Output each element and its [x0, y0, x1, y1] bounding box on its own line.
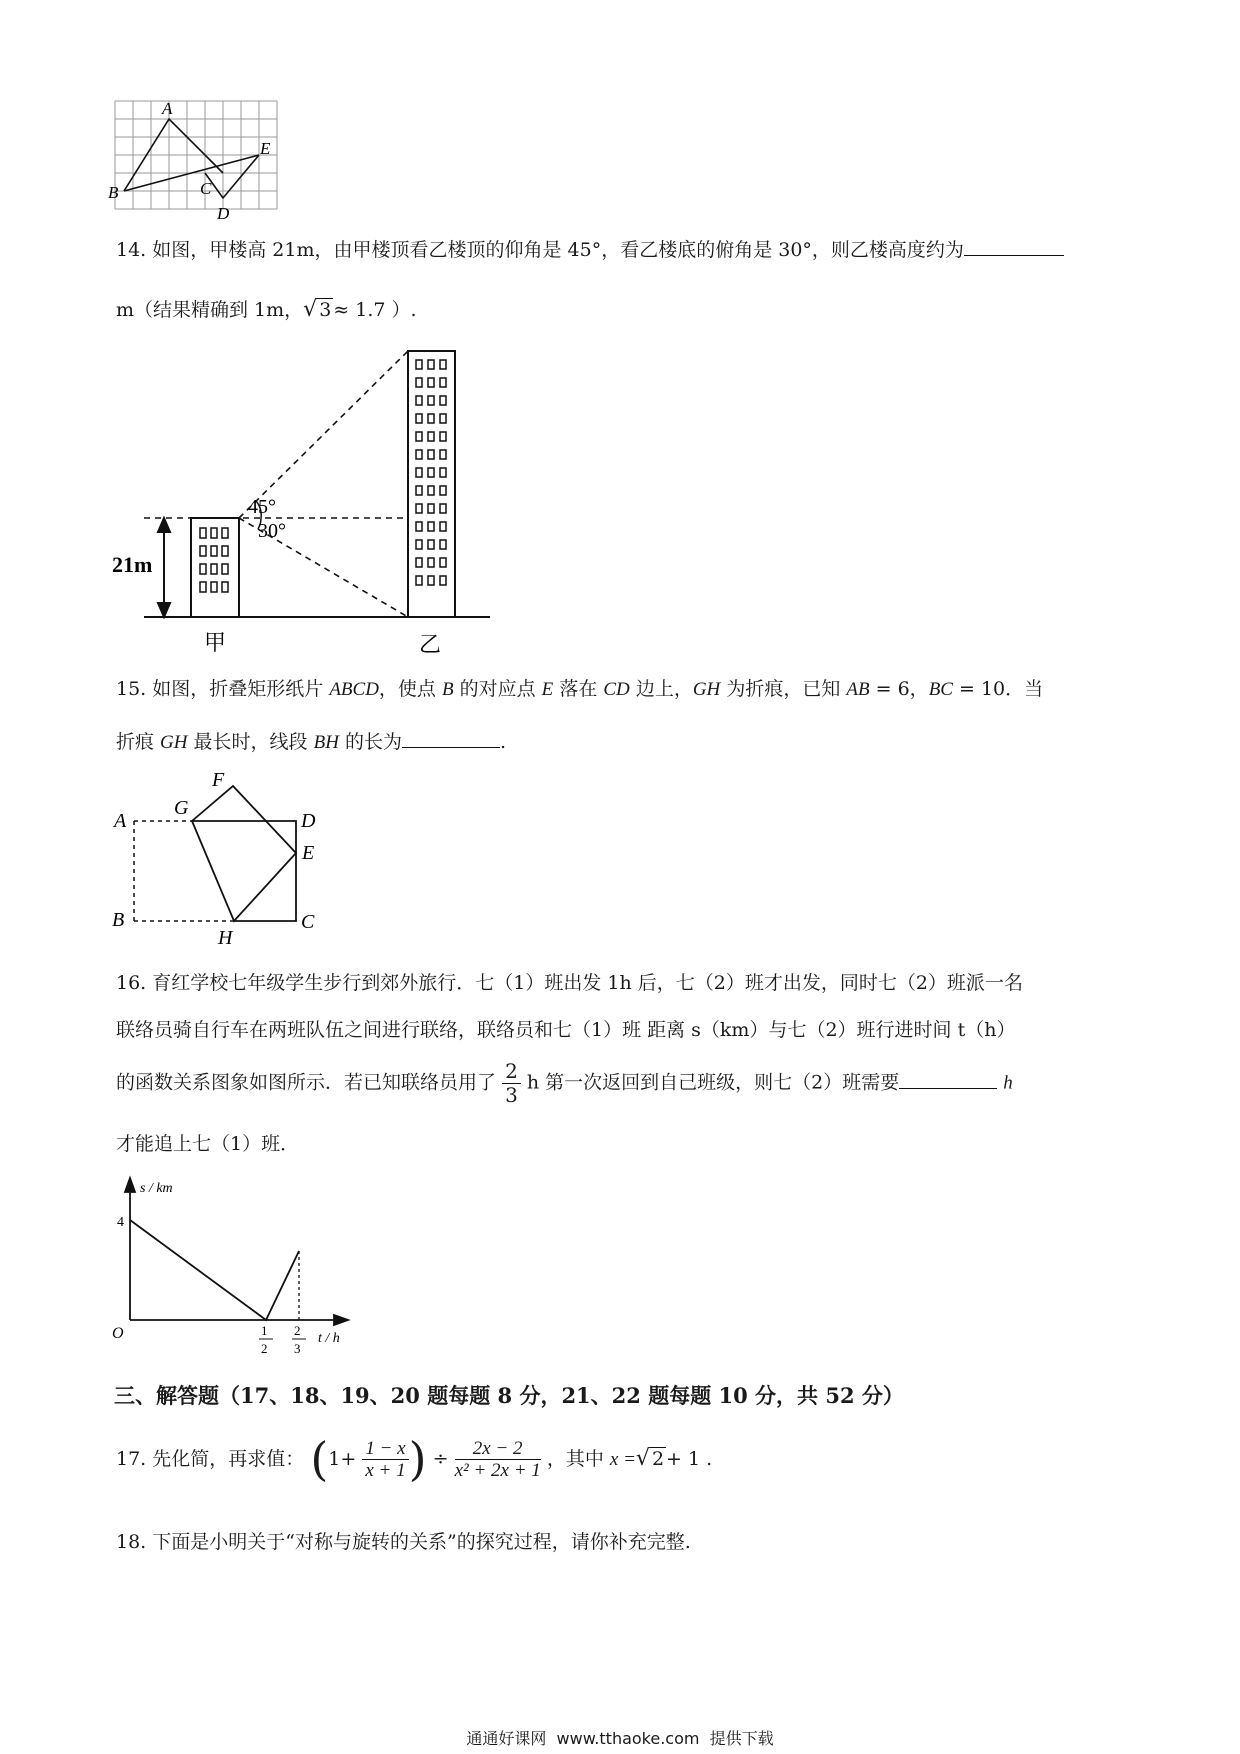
q15-folded-gfeh	[192, 786, 296, 921]
q15-line2	[116, 730, 506, 756]
q16-number: 16.	[116, 972, 147, 994]
q17-frac2-num: 2x − 2	[455, 1438, 541, 1461]
q14-sqrt-value: 3	[319, 299, 332, 321]
q14-height-arrow	[158, 518, 170, 617]
q16-unit-h: h	[1003, 1072, 1013, 1094]
q15-number: 15.	[116, 678, 147, 700]
q14-text-line2-a: m（结果精确到 1m，	[116, 299, 304, 321]
q16-frac-den: 3	[505, 1083, 518, 1107]
q14-building1-label: 甲	[204, 631, 227, 656]
q15-fold-figure	[110, 768, 340, 948]
q16-x-tick-half-den: 2	[261, 1341, 268, 1356]
q15-text-7: = 6，	[869, 678, 929, 700]
q13-label-e: E	[260, 139, 271, 158]
q15-text-line2-a: 折痕	[116, 731, 161, 753]
q18-text: 下面是小明关于“对称与旋转的关系”的探究过程，请你补充完整.	[152, 1531, 691, 1553]
q16-line2	[116, 1018, 1015, 1043]
q15-e: E	[541, 679, 554, 700]
q15-label-b: B	[112, 909, 125, 931]
q17-one-plus: 1+	[328, 1447, 357, 1470]
q13-label-b: B	[108, 183, 119, 202]
q15-text-3: 的对应点	[453, 678, 542, 700]
q17-line	[116, 1430, 712, 1490]
q16-line3	[116, 1060, 1013, 1107]
q15-cd: CD	[603, 679, 630, 700]
q15-label-e: E	[302, 842, 315, 864]
q16-x-tick-twothirds-den: 3	[294, 1341, 301, 1356]
q15-bc: BC	[928, 679, 953, 700]
sqrt-sign: √	[635, 1445, 650, 1471]
q15-text-1: 如图，折叠矩形纸片	[152, 678, 330, 700]
q17-text: 先化简，再求值：	[152, 1447, 305, 1470]
q15-abcd: ABCD	[329, 679, 379, 700]
q13-label-a: A	[162, 99, 173, 118]
q15-text-5: 边上，	[629, 678, 693, 700]
q17-frac1-den: x + 1	[365, 1460, 406, 1482]
q15-bh: BH	[313, 732, 339, 753]
q16-x-axis-label: t / h	[318, 1331, 340, 1346]
q15-label-h: H	[218, 927, 233, 949]
q15-answer-blank[interactable]	[402, 746, 500, 748]
q14-line1	[116, 238, 1064, 263]
q18-line	[116, 1530, 691, 1555]
q17-number: 17.	[116, 1447, 147, 1470]
q17-divide: ÷	[432, 1447, 449, 1470]
q15-period: .	[499, 731, 507, 753]
q17-sqrt-value: 2	[651, 1447, 665, 1470]
q16-y-tick-4: 4	[117, 1215, 124, 1230]
q15-gh: GH	[692, 679, 721, 700]
page-footer: 通通好课网 www.tthaoke.com 提供下载	[466, 1729, 774, 1748]
q16-line1	[116, 971, 1023, 996]
q14-buildings-figure	[112, 340, 502, 660]
q16-text-line1: 育红学校七年级学生步行到郊外旅行．七（1）班出发 1h 后，七（2）班才出发，同时七（2）班派一名	[152, 972, 1023, 994]
q18-number: 18.	[116, 1531, 147, 1553]
q16-x-tick-twothirds-num: 2	[294, 1323, 301, 1338]
q16-line4	[116, 1132, 299, 1157]
q17-left-paren: (	[310, 1432, 329, 1486]
q16-graph-line	[130, 1220, 299, 1320]
q16-x-tick-two-thirds	[292, 1323, 306, 1356]
q14-building2-label: 乙	[419, 633, 442, 658]
q16-text-line3-b: h 第一次返回到自己班级，则七（2）班需要	[526, 1071, 900, 1094]
sqrt-sign: √	[303, 297, 318, 322]
q16-text-line4: 才能追上七（1）班．	[116, 1133, 300, 1155]
q17-where: ，其中	[546, 1447, 604, 1470]
q15-text-line2-e: 的长为	[338, 731, 402, 753]
q13-label-c: C	[200, 179, 212, 198]
q17-frac1-num: 1 − x	[362, 1438, 408, 1461]
q15-line1	[116, 677, 1043, 703]
q17-plus-one: + 1 .	[666, 1447, 713, 1470]
q15-label-a: A	[114, 810, 127, 832]
q14-building-yi-windows	[416, 360, 446, 585]
q15-gh-2: GH	[160, 732, 188, 753]
q14-angle-45-label: 45°	[248, 496, 276, 518]
q15-label-d: D	[301, 810, 316, 832]
q15-text-6: 为折痕，已知	[720, 678, 847, 700]
q16-x-axis-arrow	[334, 1315, 348, 1325]
q14-line2	[116, 296, 417, 325]
q16-answer-blank[interactable]	[899, 1087, 997, 1089]
q14-height-label: 21m	[112, 552, 153, 577]
q16-origin-label: O	[112, 1325, 124, 1342]
q14-building-yi	[408, 351, 455, 617]
q16-text-line2: 联络员骑自行车在两班队伍之间进行联络，联络员和七（1）班 距离 s（km）与七（2）班行进时间 t（h）	[116, 1019, 1016, 1041]
q17-fraction-2	[455, 1438, 541, 1483]
q17-frac2-den: x² + 2x + 1	[454, 1460, 541, 1482]
q15-label-g: G	[174, 797, 189, 819]
q15-text-4: 落在	[553, 678, 604, 700]
q17-right-paren: )	[408, 1432, 427, 1486]
q16-x-tick-half-num: 1	[261, 1323, 268, 1338]
q14-building-jia-windows	[200, 528, 228, 592]
q15-b: B	[441, 679, 454, 700]
q16-y-axis-label: s / km	[140, 1181, 173, 1196]
section3-title: 三、解答题（17、18、19、20 题每题 8 分，21、22 题每题 10 分，共 52 分）	[114, 1383, 904, 1408]
q14-number: 14.	[116, 239, 147, 261]
q16-x-tick-half	[259, 1323, 273, 1356]
q16-fraction-two-thirds	[502, 1060, 521, 1107]
q14-answer-blank[interactable]	[964, 254, 1064, 256]
q13-label-d: D	[217, 204, 230, 223]
q13-grid-figure	[110, 98, 285, 223]
q17-fraction-1	[362, 1438, 408, 1483]
q16-frac-num: 2	[502, 1060, 521, 1084]
q14-text: 如图，甲楼高 21m，由甲楼顶看乙楼顶的仰角是 45°，看乙楼底的俯角是 30°，则乙楼高度约为	[152, 239, 964, 261]
q16-distance-time-graph	[110, 1172, 360, 1367]
q14-building-jia	[191, 518, 239, 617]
q15-ab: AB	[846, 679, 870, 700]
q16-y-axis-arrow	[125, 1178, 135, 1192]
q14-text-line2-c: ≈ 1.7 ）.	[333, 299, 417, 321]
q15-label-f: F	[212, 769, 225, 791]
q15-label-c: C	[301, 911, 315, 933]
q15-text-8: = 10．当	[952, 678, 1044, 700]
q17-x-eq: x =	[609, 1448, 636, 1470]
q15-text-2: ，使点	[378, 678, 442, 700]
q16-text-line3-a: 的函数关系图象如图所示．若已知联络员用了	[116, 1071, 497, 1094]
q15-text-line2-c: 最长时，线段	[187, 731, 314, 753]
q14-elevation-line	[239, 351, 408, 518]
q14-angle-30-label: 30°	[258, 520, 286, 542]
